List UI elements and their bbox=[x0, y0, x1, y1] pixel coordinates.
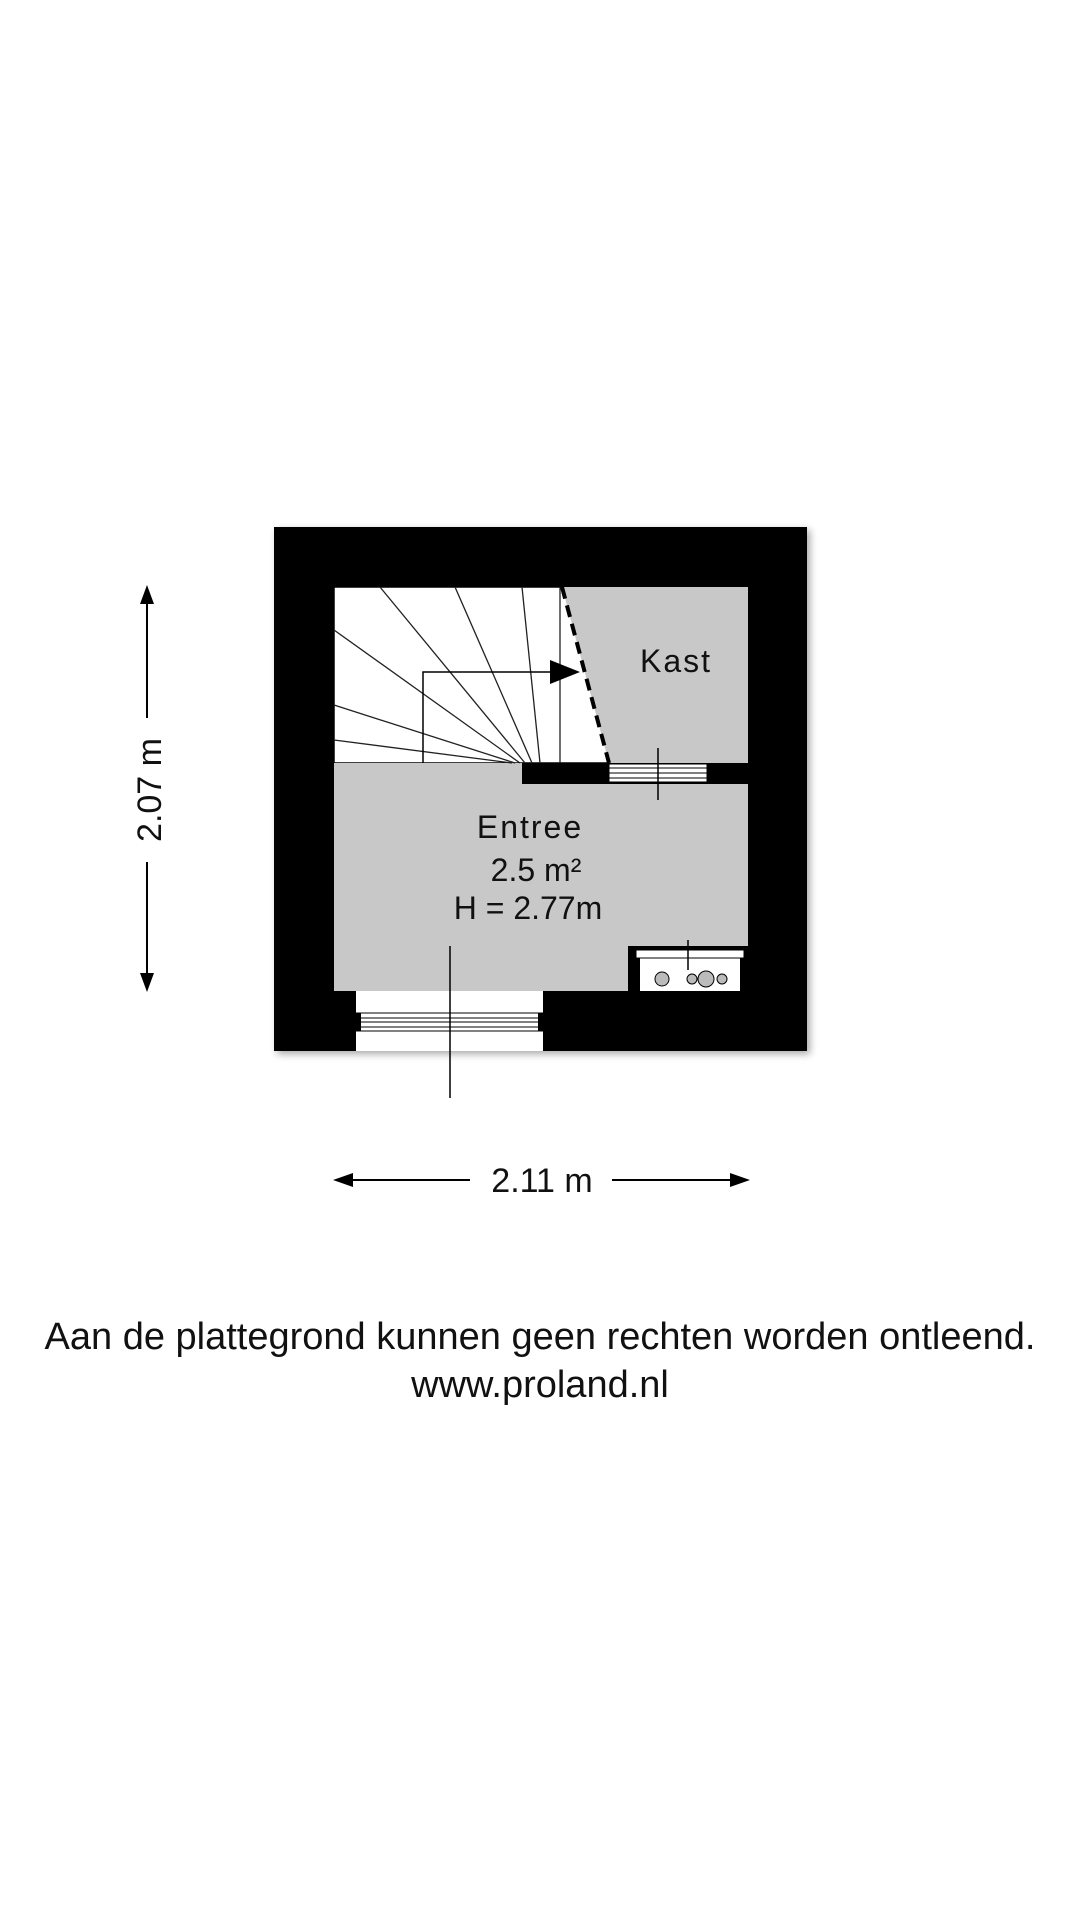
disclaimer-text: Aan de plattegrond kunnen geen rechten worden ontleend. bbox=[44, 1316, 1036, 1358]
stair-opening bbox=[334, 763, 522, 784]
entree-label: Entree bbox=[476, 809, 584, 845]
entree-area: 2.5 m² bbox=[490, 852, 582, 888]
website-text: www.proland.nl bbox=[411, 1364, 669, 1406]
meter-cupboard-icon bbox=[628, 940, 748, 991]
vertical-dimension bbox=[131, 585, 169, 992]
vertical-dimension-label: 2.07 m bbox=[131, 738, 169, 842]
kast-label: Kast bbox=[639, 643, 713, 679]
entree-height: H = 2.77m bbox=[453, 890, 603, 926]
horizontal-dimension bbox=[333, 1162, 750, 1200]
horizontal-dimension-label: 2.11 m bbox=[491, 1162, 593, 1200]
